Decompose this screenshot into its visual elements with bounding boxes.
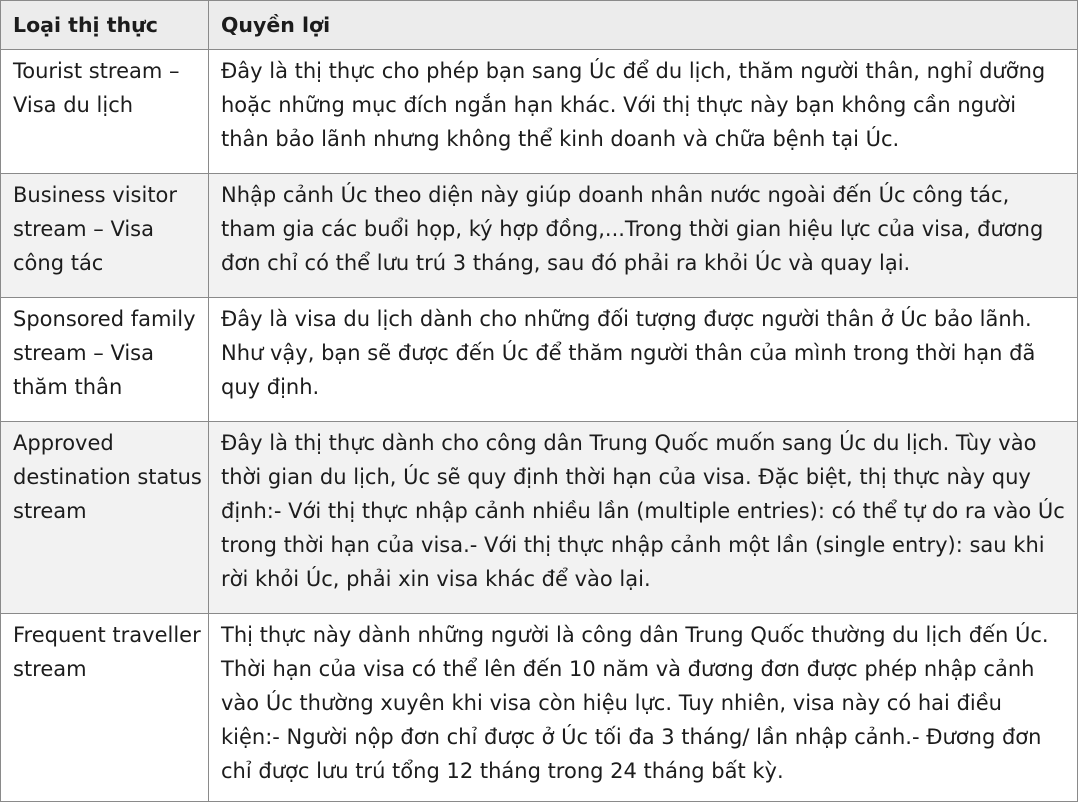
visa-benefit-cell — [209, 298, 1078, 422]
table-row — [1, 50, 1078, 174]
visa-type-cell — [1, 50, 209, 174]
visa-benefit-cell — [209, 174, 1078, 298]
visa-type-text: Sponsored family stream – Visa thăm thân — [13, 307, 196, 399]
header-cell-benefit — [209, 1, 1078, 50]
header-type-label: Loại thị thực — [13, 13, 158, 37]
visa-type-cell — [1, 298, 209, 422]
visa-benefit-text: Đây là thị thực cho phép bạn sang Úc để du lịch, thăm người thân, nghỉ dưỡng hoặc những mục đích ngắn hạn khác. Với thị thực này bạn không cần người thân bảo lãnh nhưng không thể kinh doanh và chữa bệnh tại Úc. — [221, 59, 1046, 151]
visa-benefit-cell — [209, 422, 1078, 614]
visa-benefit-text: Thị thực này dành những người là công dân Trung Quốc thường du lịch đến Úc. Thời hạn của visa có thể lên đến 10 năm và đương đơn được phép nhập cảnh vào Úc thường xuyên khi visa còn hiệu lực. Tuy nhiên, visa này có hai điều kiện:- Người nộp đơn chỉ được ở Úc tối đa 3 tháng/ lần nhập cảnh.- Đương đơn chỉ được lưu trú tổng 12 tháng trong 24 tháng bất kỳ. — [221, 623, 1049, 783]
visa-benefit-text: Đây là thị thực dành cho công dân Trung Quốc muốn sang Úc du lịch. Tùy vào thời gian du lịch, Úc sẽ quy định thời hạn của visa. Đặc biệt, thị thực này quy định:- Với thị thực nhập cảnh nhiều lần (multiple entries): có thể tự do ra vào Úc trong thời hạn của visa.- Với thị thực nhập cảnh một lần (single entry): sau khi rời khỏi Úc, phải xin visa khác để vào lại. — [221, 431, 1065, 591]
visa-type-text: Frequent traveller stream — [13, 623, 201, 681]
visa-type-text: Business visitor stream – Visa công tác — [13, 183, 178, 275]
header-cell-type — [1, 1, 209, 50]
table-row — [1, 298, 1078, 422]
visa-benefit-cell — [209, 614, 1078, 802]
table-header — [1, 1, 1078, 50]
header-benefit-label: Quyền lợi — [221, 13, 331, 37]
table-row — [1, 174, 1078, 298]
visa-benefit-cell — [209, 50, 1078, 174]
visa-benefit-text: Nhập cảnh Úc theo diện này giúp doanh nhân nước ngoài đến Úc công tác, tham gia các buổi họp, ký hợp đồng,...Trong thời gian hiệu lực của visa, đương đơn chỉ có thể lưu trú 3 tháng, sau đó phải ra khỏi Úc và quay lại. — [221, 183, 1044, 275]
visa-type-cell — [1, 174, 209, 298]
visa-type-cell — [1, 614, 209, 802]
table-row — [1, 422, 1078, 614]
visa-type-text: Tourist stream – Visa du lịch — [13, 59, 180, 117]
table-row — [1, 614, 1078, 802]
visa-benefit-text: Đây là visa du lịch dành cho những đối tượng được người thân ở Úc bảo lãnh. Như vậy, bạn sẽ được đến Úc để thăm người thân của mình trong thời hạn đã quy định. — [221, 307, 1036, 399]
visa-type-text: Approved destination status stream — [13, 431, 202, 523]
table-body — [1, 50, 1078, 802]
visa-type-cell — [1, 422, 209, 614]
